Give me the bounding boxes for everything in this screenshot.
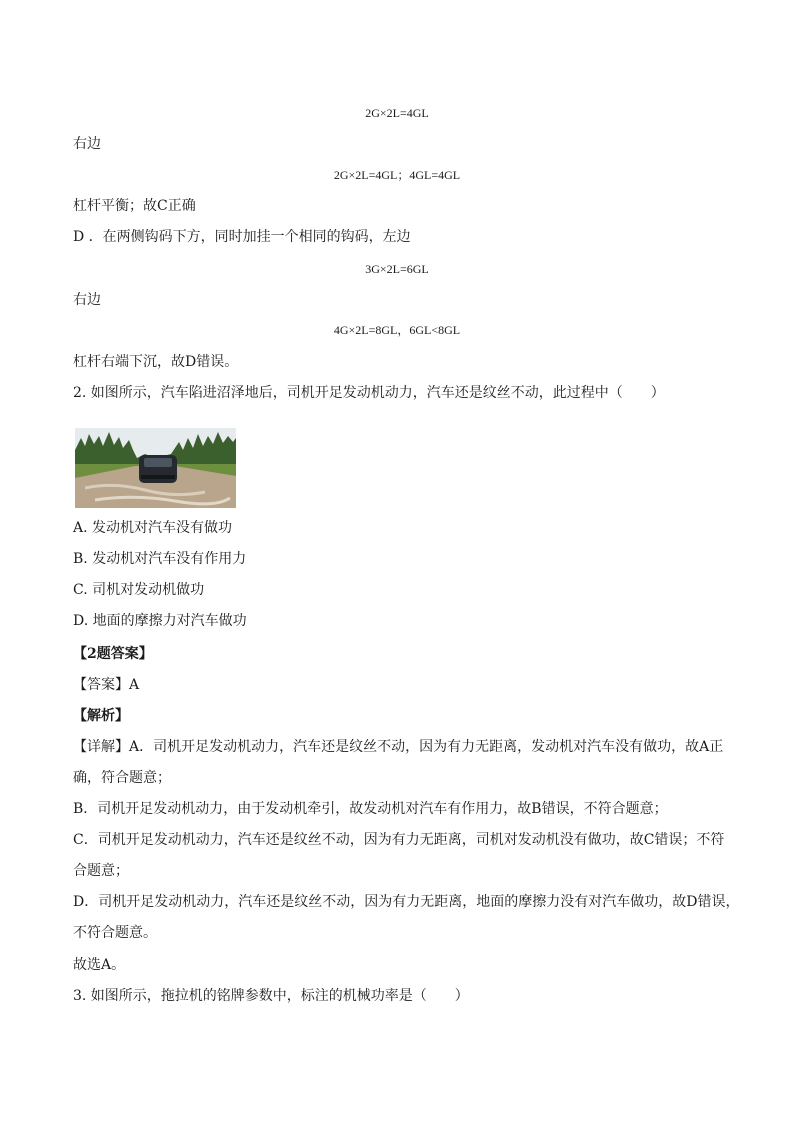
question-2-stem: 2. 如图所示，汽车陷进沼泽地后，司机开足发动机动力，汽车还是纹丝不动，此过程中（ ） (73, 385, 665, 401)
right-label-d: 右边 (73, 292, 101, 308)
equation-left-d: 3G×2L=6GL (365, 262, 429, 276)
option-c: C. 司机对发动机做功 (73, 582, 205, 598)
analysis-header: 【解析】 (73, 708, 129, 724)
detail-d-line-2: 不符合题意。 (73, 925, 157, 941)
detail-c-line-1: C．司机开足发动机动力，汽车还是纹丝不动，因为有力无距离，司机对发动机没有做功，故C错误；不符 (73, 832, 725, 848)
equation-right-b: 2G×2L=4GL；4GL=4GL (333, 168, 461, 182)
question-3-stem: 3. 如图所示，拖拉机的铭牌参数中，标注的机械功率是（ ） (73, 988, 469, 1004)
answer: 【答案】A (73, 677, 140, 693)
option-d: D. 地面的摩擦力对汽车做功 (73, 613, 247, 629)
photo-illustration (75, 428, 236, 508)
detail-c-line-2: 合题意； (73, 863, 129, 879)
final-choice: 故选A。 (73, 957, 126, 973)
conclusion-c: 杠杆平衡；故C正确 (73, 198, 196, 214)
answer-header: 【2题答案】 (73, 646, 153, 662)
option-d-intro: D ．在两侧钩码下方，同时加挂一个相同的钩码，左边 (73, 229, 411, 245)
detail-a-line-2: 确，符合题意； (73, 770, 171, 786)
car-in-mud-photo (75, 428, 236, 508)
detail-b: B．司机开足发动机动力，由于发动机牵引，故发动机对汽车有作用力，故B错误，不符合题意； (73, 801, 668, 817)
option-b: B. 发动机对汽车没有作用力 (73, 551, 247, 567)
conclusion-d: 杠杆右端下沉，故D错误。 (73, 354, 239, 370)
detail-d-line-1: D．司机开足发动机动力，汽车还是纹丝不动，因为有力无距离，地面的摩擦力没有对汽车做功，故D错误， (73, 894, 740, 910)
right-label-b: 右边 (73, 136, 101, 152)
equation-left-b: 2G×2L=4GL (365, 106, 429, 120)
detail-a-line-1: 【详解】A．司机开足发动机动力，汽车还是纹丝不动，因为有力无距离，发动机对汽车没有做功，故A正 (73, 739, 724, 755)
option-a: A. 发动机对汽车没有做功 (73, 520, 233, 536)
equation-right-d: 4G×2L=8GL，6GL<8GL (333, 323, 461, 337)
